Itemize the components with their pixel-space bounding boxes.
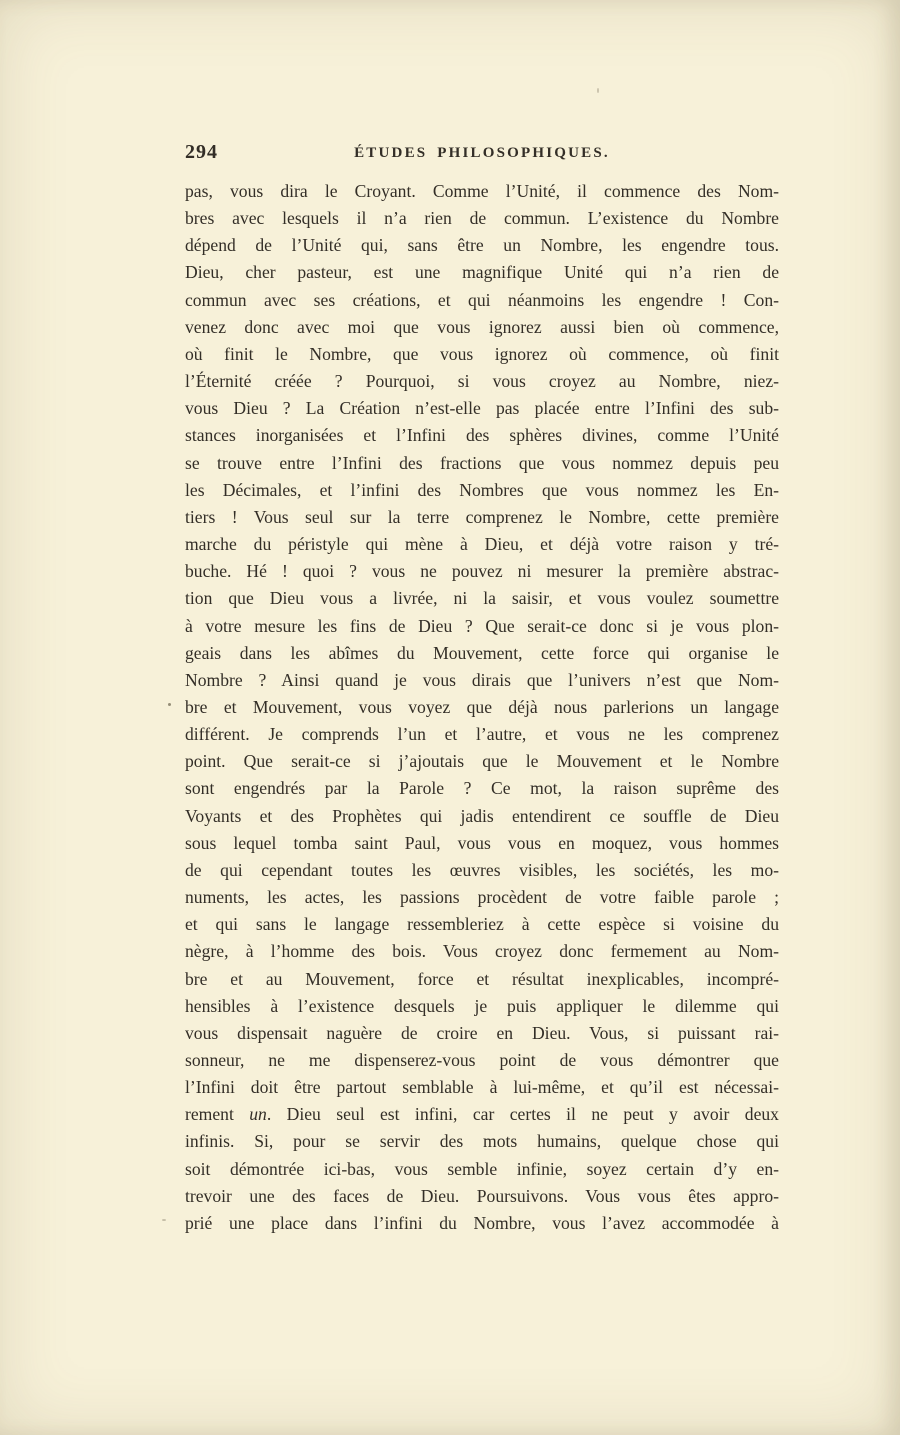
text-line: tion que Dieu vous a livrée, ni la saisir, et vous voulez soumettre <box>185 588 779 609</box>
text-line: bre et Mouvement, vous voyez que déjà nous parlerions un langage <box>185 696 779 717</box>
text-line: sous lequel tomba saint Paul, vous vous en moquez, vous hommes <box>185 832 779 853</box>
text-line: marche du péristyle qui mène à Dieu, et déjà votre raison y tré- <box>185 534 779 555</box>
text-line: vous Dieu ? La Création n’est-elle pas placée entre l’Infini des sub- <box>185 398 779 419</box>
text-line: vous dispensait naguère de croire en Dieu. Vous, si puissant rai- <box>185 1022 779 1043</box>
text-line: infinis. Si, pour se servir des mots humains, quelque chose qui <box>185 1131 779 1152</box>
text-line: trevoir une des faces de Dieu. Poursuivons. Vous vous êtes appro- <box>185 1185 779 1206</box>
running-header: ÉTUDES PHILOSOPHIQUES. <box>354 145 610 161</box>
text-line: geais dans les abîmes du Mouvement, cette force qui organise le <box>185 642 779 663</box>
text-segment: rement <box>185 1104 250 1125</box>
text-line: différent. Je comprends l’un et l’autre, et vous ne les comprenez <box>185 724 779 745</box>
text-line: bres avec lesquels il n’a rien de commun. L’existence du Nombre <box>185 208 779 229</box>
scan-speck <box>168 703 171 706</box>
text-line: se trouve entre l’Infini des fractions que vous nommez depuis peu <box>185 452 779 473</box>
text-line: où finit le Nombre, que vous ignorez où commence, où finit <box>185 343 779 364</box>
text-line: nègre, à l’homme des bois. Vous croyez donc fermement au Nom- <box>185 941 779 962</box>
text-line: Dieu, cher pasteur, est une magnifique Unité qui n’a rien de <box>185 262 779 283</box>
text-line: Nombre ? Ainsi quand je vous dirais que l’univers n’est que Nom- <box>185 669 779 690</box>
scan-speck <box>597 88 599 93</box>
text-line: numents, les actes, les passions procèdent de votre faible parole ; <box>185 887 779 908</box>
text-line: prié une place dans l’infini du Nombre, vous l’avez accommodée à <box>185 1212 779 1233</box>
text-line: bre et au Mouvement, force et résultat inexplicables, incompré- <box>185 968 779 989</box>
text-line: soit démontrée ici-bas, vous semble infinie, soyez certain d’y en- <box>185 1158 779 1179</box>
text-line: et qui sans le langage ressembleriez à cette espèce si voisine du <box>185 914 779 935</box>
text-line: dépend de l’Unité qui, sans être un Nombre, les engendre tous. <box>185 235 779 256</box>
page-header <box>185 141 779 167</box>
scan-speck <box>162 1219 166 1221</box>
text-line: point. Que serait-ce si j’ajoutais que le Mouvement et le Nombre <box>185 751 779 772</box>
text-line: les Décimales, et l’infini des Nombres que vous nommez les En- <box>185 479 779 500</box>
text-segment: . Dieu seul est infini, car certes il ne peut y avoir deux <box>266 1104 779 1125</box>
page-number: 294 <box>185 141 218 163</box>
text-line: sont engendrés par la Parole ? Ce mot, la raison suprême des <box>185 778 779 799</box>
text-line: l’Infini doit être partout semblable à lui-même, et qu’il est nécessai- <box>185 1077 779 1098</box>
text-line <box>185 1101 779 1128</box>
text-line: tiers ! Vous seul sur la terre comprenez le Nombre, cette première <box>185 506 779 527</box>
emphasized-word: un <box>249 1104 267 1125</box>
text-line: buche. Hé ! quoi ? vous ne pouvez ni mesurer la première abstrac- <box>185 561 779 582</box>
text-line: hensibles à l’existence desquels je puis appliquer le dilemme qui <box>185 995 779 1016</box>
text-line: de qui cependant toutes les œuvres visibles, les sociétés, les mo- <box>185 859 779 880</box>
text-block <box>185 178 779 1237</box>
text-line: l’Éternité créée ? Pourquoi, si vous croyez au Nombre, niez- <box>185 371 779 392</box>
text-line: pas, vous dira le Croyant. Comme l’Unité, il commence des Nom- <box>185 181 779 201</box>
text-line: stances inorganisées et l’Infini des sphères divines, comme l’Unité <box>185 425 779 446</box>
text-line: commun avec ses créations, et qui néanmoins les engendre ! Con- <box>185 289 779 310</box>
text-line: à votre mesure les fins de Dieu ? Que serait-ce donc si je vous plon- <box>185 615 779 636</box>
text-line: Voyants et des Prophètes qui jadis entendirent ce souffle de Dieu <box>185 805 779 826</box>
text-line: venez donc avec moi que vous ignorez aussi bien où commence, <box>185 316 779 337</box>
text-line: sonneur, ne me dispenserez-vous point de vous démontrer que <box>185 1050 779 1070</box>
